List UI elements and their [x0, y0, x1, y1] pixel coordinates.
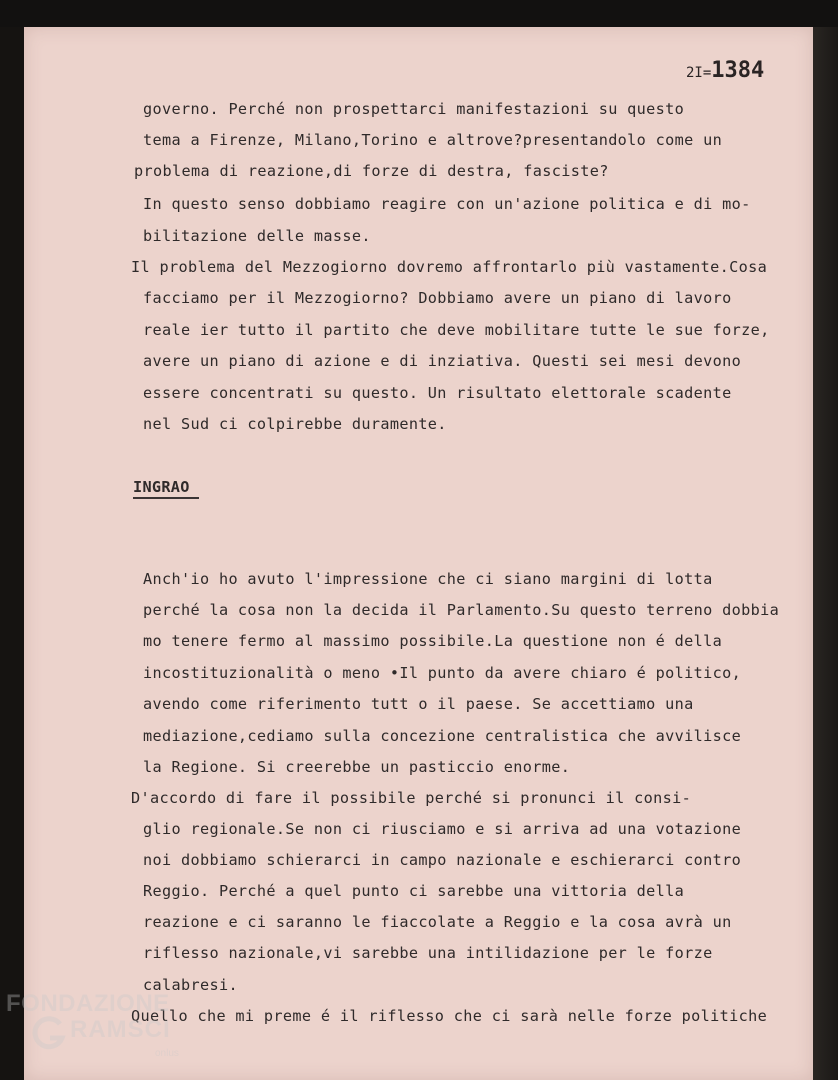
fondazione-gramsci-watermark [0, 990, 200, 1070]
text-line: Anch'io ho avuto l'impressione che ci siano margini di lotta [143, 570, 713, 588]
watermark-line-1: FONDAZIONE [6, 990, 170, 1017]
text-line: calabresi. [143, 976, 238, 994]
speaker-underline [133, 497, 199, 499]
text-line: Reggio. Perché a quel punto ci sarebbe una vittoria della [143, 882, 685, 900]
text-line: mo tenere fermo al massimo possibile.La questione non é della [143, 632, 723, 650]
text-line: facciamo per il Mezzogiorno? Dobbiamo avere un piano di lavoro [143, 289, 732, 307]
speaker-heading: INGRAO [133, 478, 190, 496]
text-line: governo. Perché non prospettarci manifestazioni su questo [143, 100, 685, 118]
text-line: problema di reazione,di forze di destra, fasciste? [134, 162, 609, 180]
text-line: essere concentrati su questo. Un risultato elettorale scadente [143, 384, 732, 402]
page-number [686, 58, 764, 83]
scan-right-edge [813, 27, 838, 1080]
text-line: Quello che mi preme é il riflesso che ci sarà nelle forze politiche [131, 1007, 768, 1025]
text-line: In questo senso dobbiamo reagire con un'azione politica e di mo- [143, 195, 751, 213]
watermark-line-3: onlus [155, 1048, 179, 1059]
g-logo-icon [30, 1012, 70, 1052]
text-line: avere un piano di azione e di inziativa. Questi sei mesi devono [143, 352, 742, 370]
text-line: D'accordo di fare il possibile perché si pronunci il consi- [131, 789, 692, 807]
watermark-line-2: RAMSCI [70, 1016, 171, 1043]
page-number-prefix: 2I= [686, 65, 712, 81]
text-line: la Regione. Si creerebbe un pasticcio enorme. [143, 758, 571, 776]
text-line: avendo come riferimento tutt o il paese. Se accettiamo una [143, 695, 694, 713]
text-line: incostituzionalità o meno •Il punto da avere chiaro é politico, [143, 664, 742, 682]
text-line: reazione e ci saranno le fiaccolate a Reggio e la cosa avrà un [143, 913, 732, 931]
text-line: perché la cosa non la decida il Parlamento.Su questo terreno dobbia [143, 601, 780, 619]
text-line: riflesso nazionale,vi sarebbe una intilidazione per le forze [143, 944, 713, 962]
text-line: reale ier tutto il partito che deve mobilitare tutte le sue forze, [143, 321, 770, 339]
text-line: nel Sud ci colpirebbe duramente. [143, 415, 447, 433]
scan-top-border [0, 0, 838, 27]
page-number-value: 1384 [711, 58, 765, 83]
text-line: Il problema del Mezzogiorno dovremo affrontarlo più vastamente.Cosa [131, 258, 768, 276]
text-line: glio regionale.Se non ci riusciamo e si arriva ad una votazione [143, 820, 742, 838]
text-line: bilitazione delle masse. [143, 227, 371, 245]
text-line: tema a Firenze, Milano,Torino e altrove?presentandolo come un [143, 131, 723, 149]
text-line: noi dobbiamo schierarci in campo nazionale e eschierarci contro [143, 851, 742, 869]
text-line: mediazione,cediamo sulla concezione centralistica che avvilisce [143, 727, 742, 745]
